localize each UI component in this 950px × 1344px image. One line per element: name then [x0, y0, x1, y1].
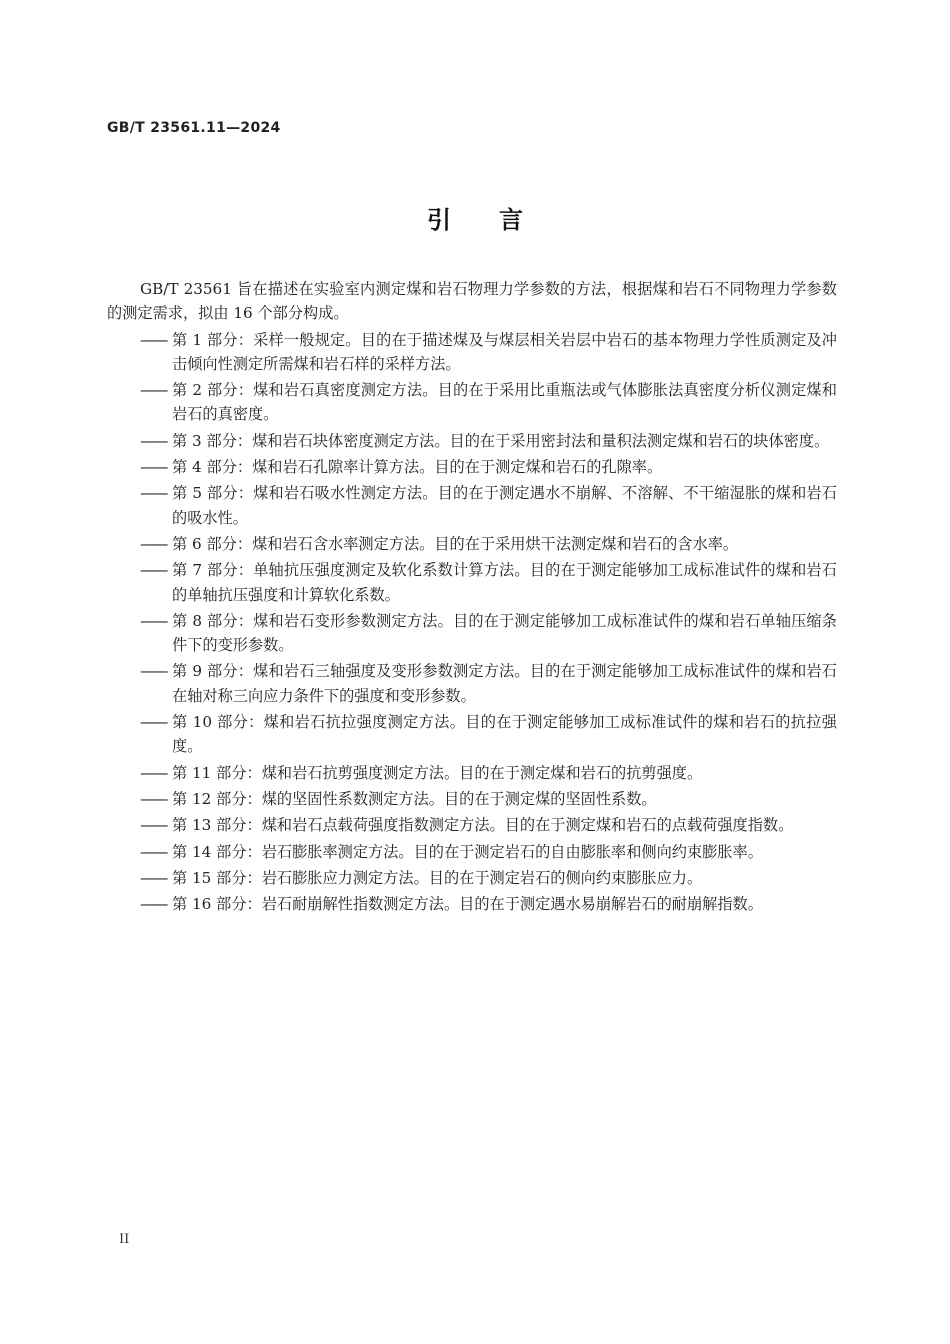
part-text: 第 4 部分：煤和岩石孔隙率计算方法。目的在于测定煤和岩石的孔隙率。 [172, 458, 663, 477]
dash-marker: —— [140, 458, 167, 477]
list-item [107, 532, 837, 556]
part-text: 第 11 部分：煤和岩石抗剪强度测定方法。目的在于测定煤和岩石的抗剪强度。 [172, 763, 703, 782]
dash-marker: —— [140, 330, 167, 349]
part-text: 第 15 部分：岩石膨胀应力测定方法。目的在于测定岩石的侧向约束膨胀应力。 [172, 868, 703, 887]
list-item [107, 787, 837, 811]
list-item [107, 378, 837, 427]
dash-marker: —— [140, 842, 167, 861]
page-number: II [119, 1232, 130, 1247]
dash-marker: —— [140, 895, 167, 914]
dash-marker: —— [140, 713, 167, 732]
part-text: 第 7 部分：单轴抗压强度测定及软化系数计算方法。目的在于测定能够加工成标准试件的煤和岩石的单轴抗压强度和计算软化系数。 [172, 561, 837, 604]
dash-marker: —— [140, 431, 167, 450]
part-text: 第 5 部分：煤和岩石吸水性测定方法。目的在于测定遇水不崩解、不溶解、不干缩湿胀的煤和岩石的吸水性。 [172, 484, 837, 527]
list-item [107, 840, 837, 864]
dash-marker: —— [140, 662, 167, 681]
list-item [107, 328, 837, 377]
standard-number: GB/T 23561.11—2024 [107, 120, 281, 136]
parts-list [107, 328, 837, 917]
dash-marker: —— [140, 381, 167, 400]
part-text: 第 3 部分：煤和岩石块体密度测定方法。目的在于采用密封法和量积法测定煤和岩石的块体密度。 [172, 431, 830, 450]
list-item [107, 429, 837, 453]
dash-marker: —— [140, 763, 167, 782]
part-text: 第 12 部分：煤的坚固性系数测定方法。目的在于测定煤的坚固性系数。 [172, 789, 657, 808]
part-text: 第 2 部分：煤和岩石真密度测定方法。目的在于采用比重瓶法或气体膨胀法真密度分析仪测定煤和岩石的真密度。 [172, 381, 837, 424]
list-item [107, 813, 837, 837]
list-item [107, 659, 837, 708]
part-text: 第 14 部分：岩石膨胀率测定方法。目的在于测定岩石的自由膨胀率和侧向约束膨胀率。 [172, 842, 763, 861]
part-text: 第 10 部分：煤和岩石抗拉强度测定方法。目的在于测定能够加工成标准试件的煤和岩石的抗拉强度。 [172, 713, 837, 756]
list-item [107, 481, 837, 530]
list-item [107, 558, 837, 607]
dash-marker: —— [140, 561, 167, 580]
document-body [107, 277, 837, 918]
list-item [107, 761, 837, 785]
dash-marker: —— [140, 868, 167, 887]
list-item [107, 609, 837, 658]
part-text: 第 9 部分：煤和岩石三轴强度及变形参数测定方法。目的在于测定能够加工成标准试件的煤和岩石在轴对称三向应力条件下的强度和变形参数。 [172, 662, 837, 705]
part-text: 第 1 部分：采样一般规定。目的在于描述煤及与煤层相关岩层中岩石的基本物理力学性质测定及冲击倾向性测定所需煤和岩石样的采样方法。 [172, 330, 837, 373]
list-item [107, 455, 837, 479]
list-item [107, 892, 837, 916]
intro-paragraph: GB/T 23561 旨在描述在实验室内测定煤和岩石物理力学参数的方法，根据煤和岩石不同物理力学参数的测定需求，拟由 16 个部分构成。 [107, 280, 837, 323]
list-item [107, 866, 837, 890]
part-text: 第 16 部分：岩石耐崩解性指数测定方法。目的在于测定遇水易崩解岩石的耐崩解指数。 [172, 895, 763, 914]
section-title: 引言 [427, 206, 571, 234]
dash-marker: —— [140, 611, 167, 630]
part-text: 第 8 部分：煤和岩石变形参数测定方法。目的在于测定能够加工成标准试件的煤和岩石单轴压缩条件下的变形参数。 [172, 611, 837, 655]
dash-marker: —— [140, 484, 167, 503]
dash-marker: —— [140, 789, 167, 808]
dash-marker: —— [140, 534, 167, 553]
dash-marker: —— [140, 816, 167, 835]
list-item [107, 710, 837, 759]
part-text: 第 6 部分：煤和岩石含水率测定方法。目的在于采用烘干法测定煤和岩石的含水率。 [172, 534, 739, 553]
part-text: 第 13 部分：煤和岩石点载荷强度指数测定方法。目的在于测定煤和岩石的点载荷强度指数。 [172, 816, 794, 835]
